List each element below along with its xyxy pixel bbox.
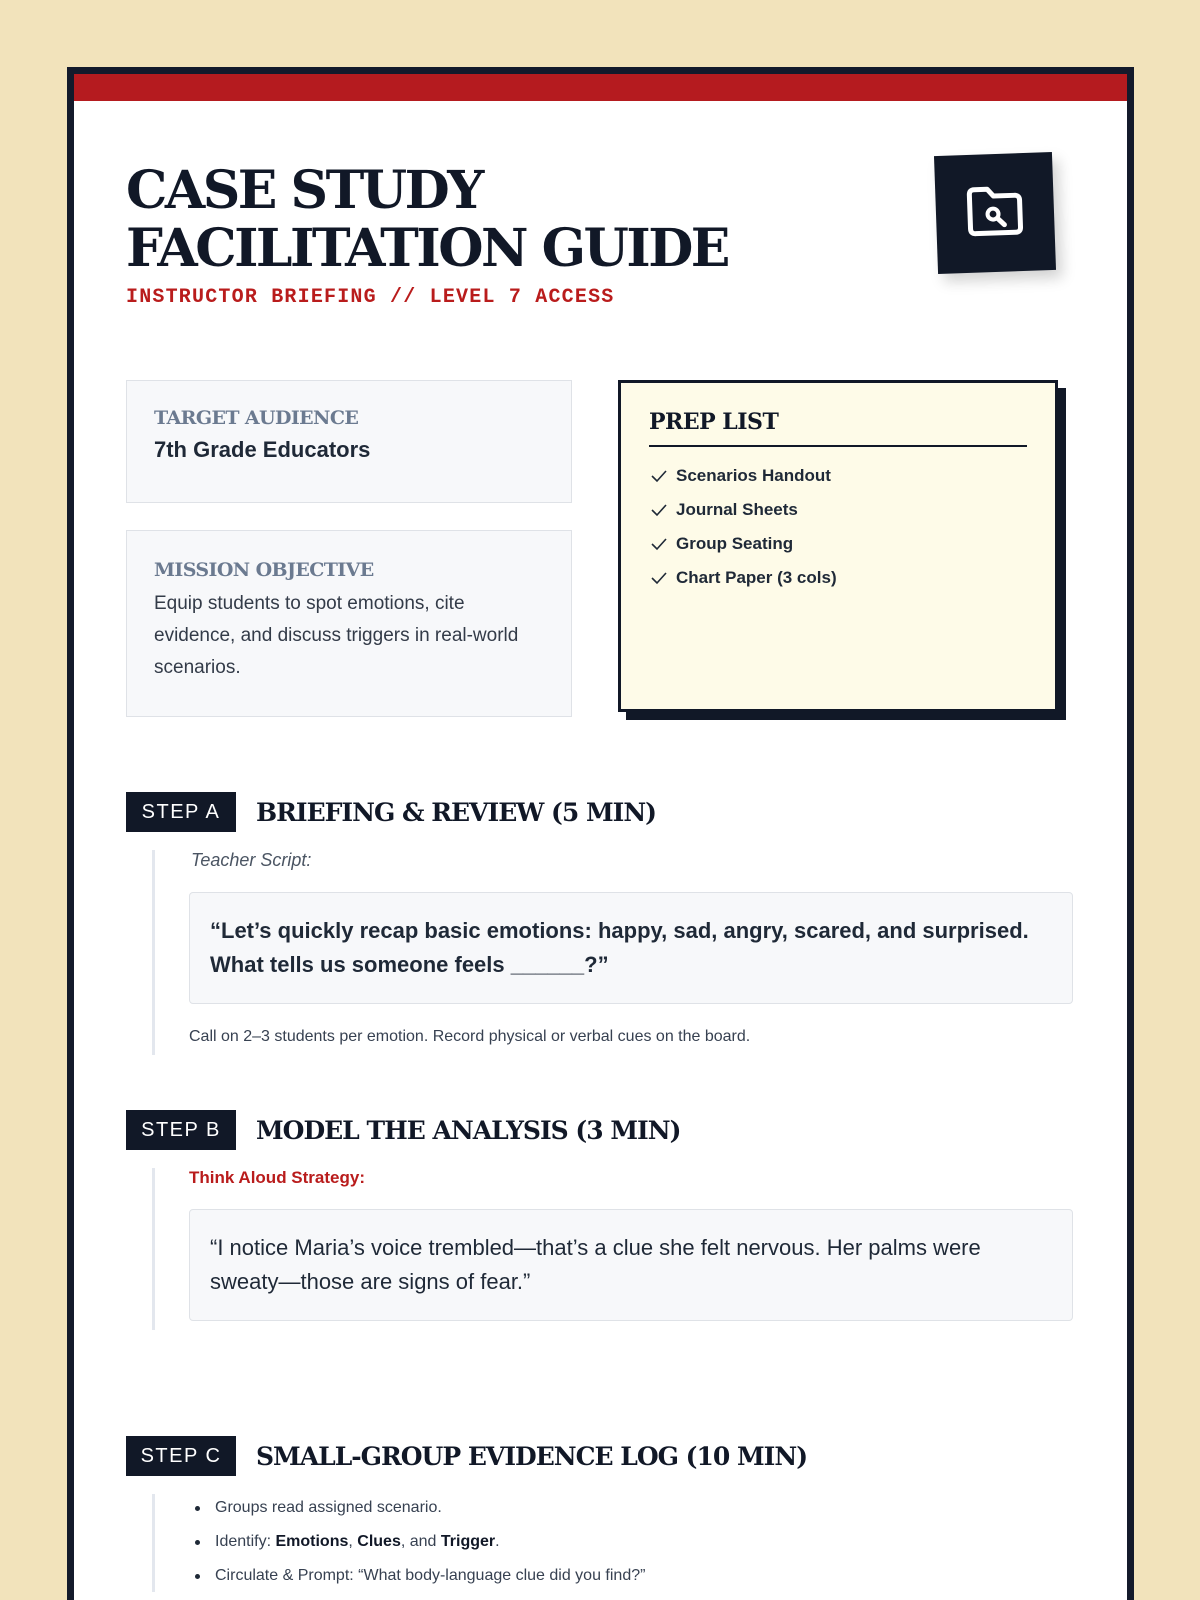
checkmark-icon <box>649 466 669 486</box>
prep-item-label: Group Seating <box>676 534 794 553</box>
prep-item <box>649 527 1027 561</box>
audience-value: 7th Grade Educators <box>154 437 371 462</box>
think-aloud-quote: “I notice Maria’s voice trembled—that’s a clue she felt nervous. Her palms were sweaty—those are signs of fear.” <box>189 1209 1073 1321</box>
term-trigger: Trigger <box>440 1533 496 1550</box>
list-item <box>189 1525 645 1559</box>
prep-item-label: Journal Sheets <box>676 500 798 519</box>
step-a-note: Call on 2–3 students per emotion. Record physical or verbal cues on the board. <box>189 1028 751 1045</box>
checkmark-icon <box>649 568 669 588</box>
step-a-title: BRIEFING & REVIEW (5 MIN) <box>256 797 657 827</box>
step-c-body <box>152 1494 645 1592</box>
step-c-list <box>189 1491 645 1593</box>
prep-list-title: PREP LIST <box>649 409 1027 447</box>
step-b-title: MODEL THE ANALYSIS (3 MIN) <box>256 1115 681 1145</box>
title-line-1: CASE STUDY <box>126 160 482 221</box>
step-c-badge: STEP C <box>126 1436 236 1476</box>
mission-objective-card <box>126 530 572 717</box>
step-b-badge: STEP B <box>126 1110 236 1150</box>
term-clues: Clues <box>357 1533 401 1550</box>
target-audience-card <box>126 380 572 503</box>
bullet-suffix: . <box>495 1533 500 1550</box>
term-emotions: Emotions <box>275 1533 349 1550</box>
case-badge <box>934 152 1056 274</box>
step-c-header <box>126 1436 807 1476</box>
prep-item-label: Chart Paper (3 cols) <box>676 568 837 587</box>
prep-item <box>649 561 1027 595</box>
bullet-prefix: Identify: <box>215 1533 276 1550</box>
audience-label: TARGET AUDIENCE <box>154 407 359 429</box>
step-a-body <box>152 850 1073 1055</box>
objective-label: MISSION OBJECTIVE <box>154 559 374 581</box>
prep-item <box>649 459 1027 493</box>
teacher-script-label: Teacher Script: <box>191 850 312 870</box>
list-item: Groups read assigned scenario. <box>189 1491 645 1525</box>
step-c-title: SMALL-GROUP EVIDENCE LOG (10 MIN) <box>256 1441 808 1471</box>
checkmark-icon <box>649 534 669 554</box>
folder-search-icon <box>963 181 1027 244</box>
top-accent-bar <box>74 74 1127 101</box>
step-a-badge: STEP A <box>126 792 236 832</box>
prep-item <box>649 493 1027 527</box>
guide-sheet <box>67 67 1134 1600</box>
prep-item-label: Scenarios Handout <box>676 466 831 485</box>
objective-text: Equip students to spot emotions, cite evidence, and discuss triggers in real-world scenarios. <box>154 593 519 678</box>
page-subtitle: INSTRUCTOR BRIEFING // LEVEL 7 ACCESS <box>126 286 615 309</box>
list-item: Circulate & Prompt: “What body-language clue did you find?” <box>189 1559 645 1593</box>
bullet-separator: , <box>348 1533 358 1550</box>
prep-list <box>649 459 1027 595</box>
think-aloud-label: Think Aloud Strategy: <box>189 1168 365 1187</box>
checkmark-icon <box>649 500 669 520</box>
page-title <box>126 162 728 278</box>
prep-list-card <box>618 380 1058 712</box>
teacher-script-quote: “Let’s quickly recap basic emotions: happy, sad, angry, scared, and surprised. What tells us someone feels ______?” <box>189 892 1073 1004</box>
step-a-header <box>126 792 656 832</box>
title-line-2: FACILITATION GUIDE <box>126 218 728 279</box>
step-b-header <box>126 1110 680 1150</box>
step-b-body <box>152 1168 1073 1330</box>
bullet-separator: , and <box>400 1533 441 1550</box>
